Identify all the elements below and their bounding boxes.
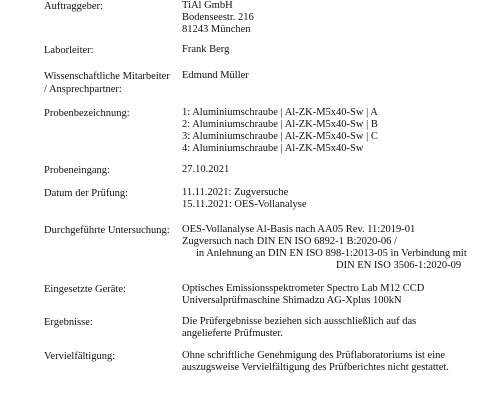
field-label: Durchgeführte Untersuchung: <box>44 225 170 236</box>
contact-name: Edmund Müller <box>182 70 249 81</box>
field-value <box>182 283 482 307</box>
field-label: Probenbezeichnung: <box>44 108 130 119</box>
field-label: Ergebnisse: <box>44 317 93 328</box>
test-date-line: 11.11.2021: Zugversuche <box>182 187 289 198</box>
client-name: TiAl GmbH <box>182 0 233 11</box>
method-line: in Anlehnung an DIN EN ISO 898-1:2013-05 in Verbindung mit <box>196 248 467 259</box>
sample-line: 2: Aluminiumschraube | Al-ZK-M5x40-Sw | B <box>182 119 378 130</box>
field-label: Eingesetzte Geräte: <box>44 284 126 295</box>
field-value <box>182 164 482 176</box>
results-line: angelieferte Prüfmuster. <box>182 328 283 339</box>
client-street: Bodenseestr. 216 <box>182 12 254 23</box>
method-line: OES-Vollanalyse Al-Basis nach AA05 Rev. 11:2019-01 <box>182 224 416 235</box>
field-label: Vervielfältigung: <box>44 351 116 362</box>
field-label: Probeneingang: <box>44 165 110 176</box>
field-label: Wissenschaftliche Mitarbeiter / Ansprechpartner: <box>44 71 170 95</box>
field-value <box>182 187 482 211</box>
copy-notice-line: auszugsweise Vervielfältigung des Prüfberichtes nicht gestattet. <box>182 362 449 373</box>
field-label: Datum der Prüfung: <box>44 188 128 199</box>
method-line: Zugversuch nach DIN EN ISO 6892-1 B:2020-06 / <box>182 236 397 247</box>
device-line: Optisches Emissionsspektrometer Spectro Lab M12 CCD <box>182 283 425 294</box>
receipt-date: 27.10.2021 <box>182 164 230 175</box>
field-value <box>182 224 482 272</box>
field-value <box>182 0 482 36</box>
client-city: 81243 München <box>182 24 251 35</box>
field-value <box>182 107 482 155</box>
test-date-line: 15.11.2021: OES-Vollanalyse <box>182 199 307 210</box>
lab-head-name: Frank Berg <box>182 44 230 55</box>
results-line: Die Prüfergebnisse beziehen sich ausschließlich auf das <box>182 316 417 327</box>
field-label: Auftraggeber: <box>44 1 103 12</box>
field-value <box>182 70 482 82</box>
sample-line: 3: Aluminiumschraube | Al-ZK-M5x40-Sw | C <box>182 131 378 142</box>
sample-line: 4: Aluminiumschraube | Al-ZK-M5x40-Sw <box>182 143 364 154</box>
sample-line: 1: Aluminiumschraube | Al-ZK-M5x40-Sw | A <box>182 107 378 118</box>
field-value <box>182 350 482 374</box>
method-line: DIN EN ISO 3506-1:2020-09 <box>336 260 462 271</box>
device-line: Universalprüfmaschine Shimadzu AG-Xplus 100kN <box>182 295 402 306</box>
copy-notice-line: Ohne schriftliche Genehmigung des Prüflaboratoriums ist eine <box>182 350 446 361</box>
field-label: Laborleiter: <box>44 45 94 56</box>
field-value <box>182 316 482 340</box>
field-value <box>182 44 482 56</box>
